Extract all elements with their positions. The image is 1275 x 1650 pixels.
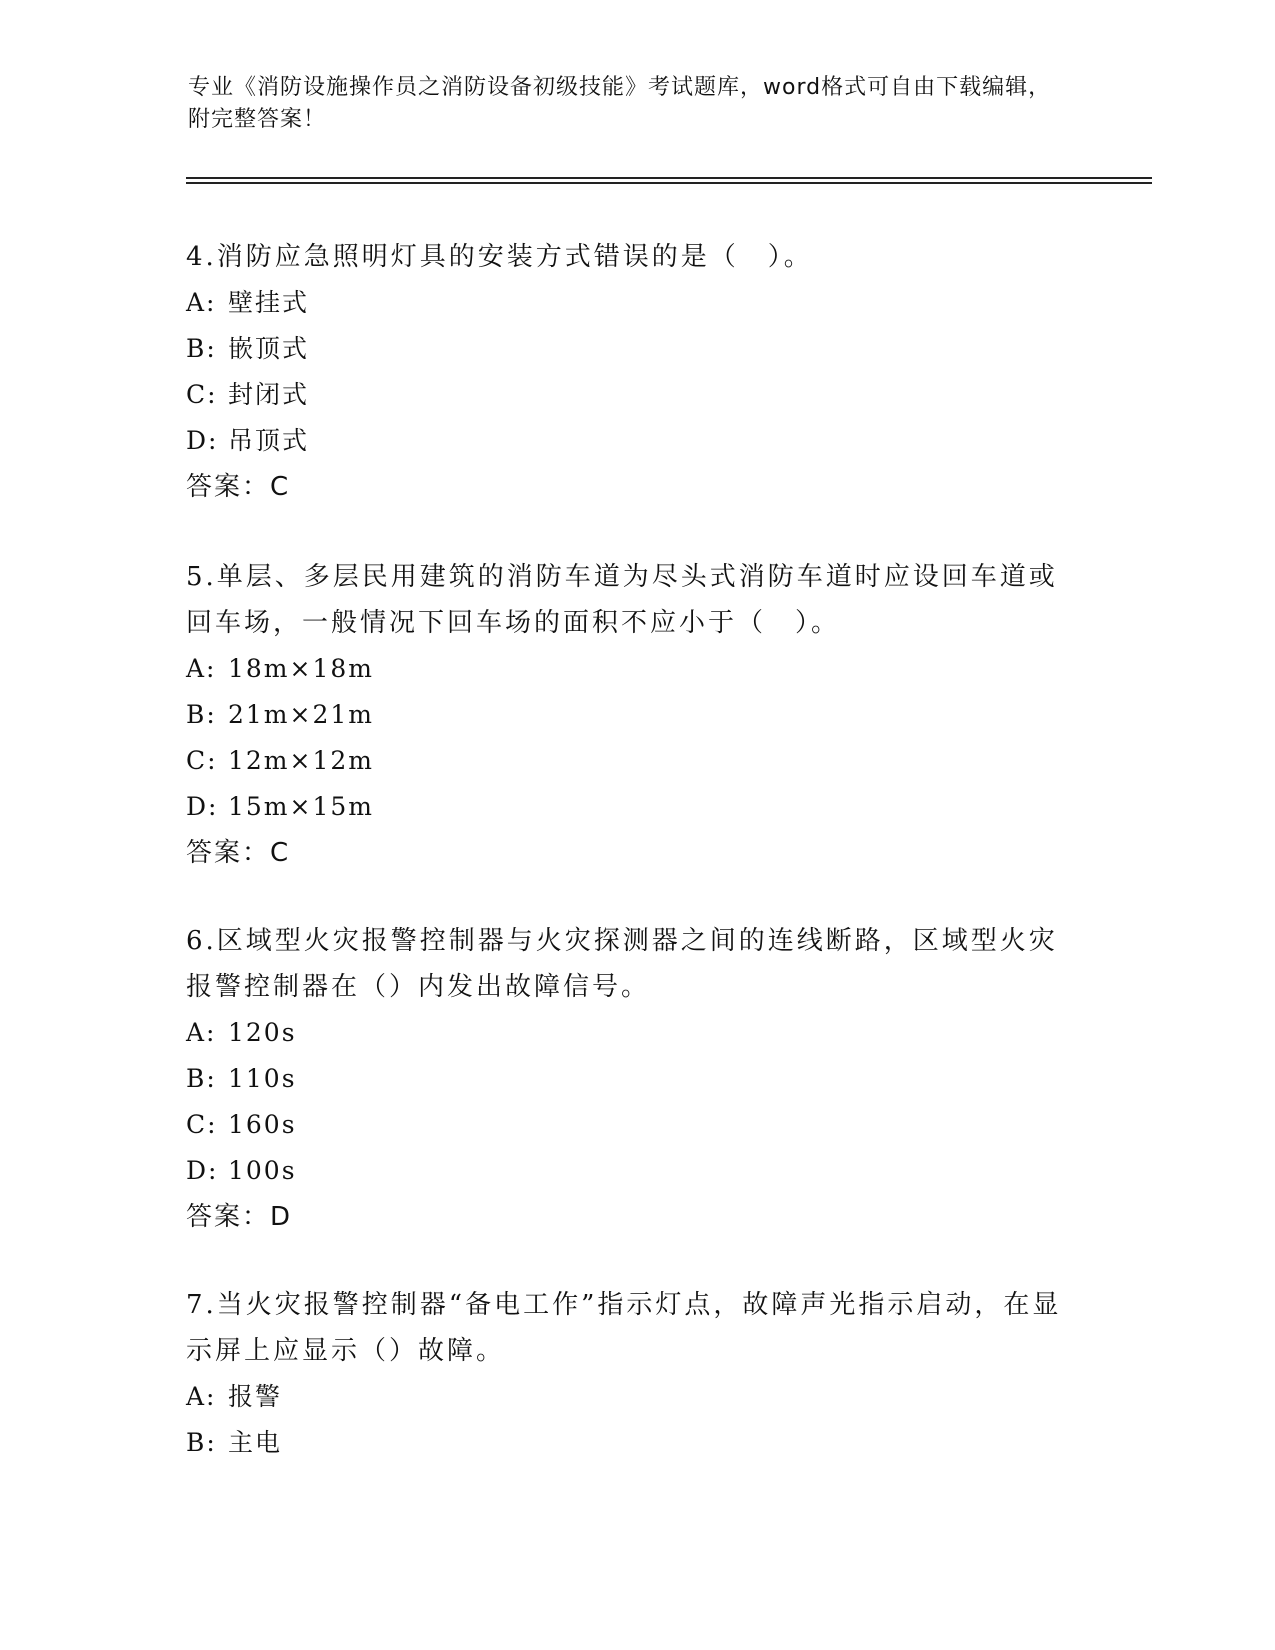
question-5	[186, 554, 1066, 876]
option-letter: C:	[186, 746, 218, 775]
answer-line: 答案：C	[186, 838, 291, 868]
option-b	[186, 1056, 1066, 1102]
option-text: 主电	[228, 1428, 283, 1457]
option-a	[186, 1010, 1066, 1056]
question-7	[186, 1282, 1066, 1466]
option-text: 吊顶式	[228, 426, 310, 455]
option-letter: B:	[186, 1064, 217, 1093]
answer-line: 答案：C	[186, 472, 291, 502]
option-text: 100s	[228, 1156, 297, 1185]
option-b	[186, 326, 1066, 372]
question-6	[186, 918, 1066, 1240]
option-d	[186, 1148, 1066, 1194]
question-4	[186, 234, 1066, 510]
option-text: 21m×21m	[228, 700, 374, 729]
option-d	[186, 784, 1066, 830]
header-divider-top	[186, 177, 1152, 179]
option-letter: B:	[186, 700, 217, 729]
document-header: 专业《消防设施操作员之消防设备初级技能》考试题库，word格式可自由下载编辑，附完整答案！	[188, 75, 1052, 132]
option-letter: B:	[186, 1428, 217, 1457]
option-letter: A:	[186, 1018, 217, 1047]
option-text: 报警	[228, 1382, 283, 1411]
option-text: 封闭式	[228, 380, 310, 409]
header-divider-bottom	[186, 182, 1152, 184]
option-letter: C:	[186, 1110, 218, 1139]
option-c	[186, 738, 1066, 784]
option-letter: D:	[186, 426, 219, 455]
option-b	[186, 1420, 1066, 1466]
option-text: 120s	[228, 1018, 297, 1047]
option-letter: A:	[186, 1382, 217, 1411]
option-a	[186, 280, 1066, 326]
option-text: 160s	[228, 1110, 297, 1139]
option-c	[186, 1102, 1066, 1148]
option-text: 壁挂式	[228, 288, 310, 317]
question-stem: 7.当火灾报警控制器“备电工作”指示灯点，故障声光指示启动，在显示屏上应显示（）故障。	[186, 1290, 1062, 1366]
option-letter: B:	[186, 334, 217, 363]
option-text: 15m×15m	[228, 792, 374, 821]
option-a	[186, 1374, 1066, 1420]
option-d	[186, 418, 1066, 464]
option-text: 110s	[228, 1064, 297, 1093]
option-letter: D:	[186, 792, 219, 821]
question-stem: 5.单层、多层民用建筑的消防车道为尽头式消防车道时应设回车道或回车场，一般情况下回车场的面积不应小于（ ）。	[186, 562, 1058, 638]
answer-line: 答案：D	[186, 1202, 293, 1232]
option-letter: A:	[186, 654, 217, 683]
option-letter: C:	[186, 380, 218, 409]
option-text: 嵌顶式	[228, 334, 310, 363]
option-text: 18m×18m	[228, 654, 374, 683]
option-c	[186, 372, 1066, 418]
option-b	[186, 692, 1066, 738]
question-stem: 6.区域型火灾报警控制器与火灾探测器之间的连线断路，区域型火灾报警控制器在（）内发出故障信号。	[186, 926, 1058, 1002]
option-letter: D:	[186, 1156, 219, 1185]
option-letter: A:	[186, 288, 217, 317]
option-a	[186, 646, 1066, 692]
question-stem: 4.消防应急照明灯具的安装方式错误的是（ ）。	[186, 242, 813, 272]
option-text: 12m×12m	[228, 746, 374, 775]
